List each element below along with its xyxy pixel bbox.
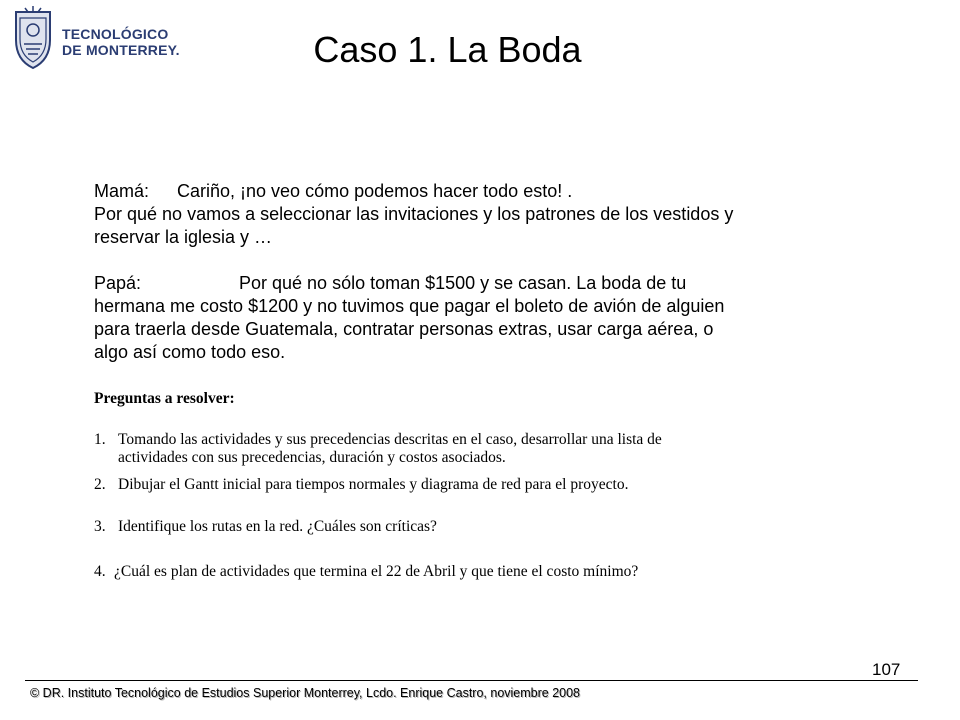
question-4-number: 4.: [94, 563, 106, 580]
case-dialog: [94, 180, 854, 364]
mama-line-1: [94, 180, 854, 203]
logo-line-2: DE MONTERREY.: [62, 42, 180, 58]
papa-line-4: algo así como todo eso.: [94, 342, 286, 362]
papa-label: Papá:: [94, 273, 142, 293]
question-1-number: 1.: [94, 431, 106, 448]
question-4-text: ¿Cuál es plan de actividades que termina el 22 de Abril y que tiene el costo mínimo?: [114, 563, 639, 580]
question-3-number: 3.: [94, 518, 106, 535]
footer-copyright: © DR. Instituto Tecnológico de Estudios Superior Monterrey, Lcdo. Enrique Castro, noviembre 2008: [30, 686, 581, 700]
question-4: [94, 563, 814, 581]
question-3-text: Identifique los rutas en la red. ¿Cuáles son críticas?: [118, 518, 437, 535]
questions-heading: Preguntas a resolver:: [94, 390, 235, 407]
papa-line-2: hermana me costo $1200 y no tuvimos que pagar el boleto de avión de alguien: [94, 296, 725, 316]
question-1-line-1: Tomando las actividades y sus precedencias descritas en el caso, desarrollar una lista de: [118, 431, 662, 448]
question-2: [94, 476, 814, 494]
mama-line-2: Por qué no vamos a seleccionar las invitaciones y los patrones de los vestidos y: [94, 204, 734, 224]
mama-line-3: reservar la iglesia y …: [94, 227, 273, 247]
question-1-line-2: actividades con sus precedencias, duración y costos asociados.: [118, 449, 506, 466]
papa-text-1: Por qué no sólo toman $1500 y se casan. La boda de tu: [239, 273, 687, 293]
footer-divider: [25, 680, 918, 681]
page-number: 107: [872, 660, 901, 679]
papa-line-3: para traerla desde Guatemala, contratar personas extras, usar carga aérea, o: [94, 319, 714, 339]
question-1: [94, 431, 814, 467]
slide-title: Caso 1. La Boda: [313, 29, 582, 70]
papa-line-1: [94, 272, 854, 295]
mama-text-1: Cariño, ¡no veo cómo podemos hacer todo esto! .: [177, 181, 573, 201]
question-3: [94, 518, 814, 536]
question-2-number: 2.: [94, 476, 106, 493]
logo-line-1: TECNOLÓGICO: [62, 26, 169, 42]
mama-label: Mamá:: [94, 181, 150, 201]
question-2-text: Dibujar el Gantt inicial para tiempos normales y diagrama de red para el proyecto.: [118, 476, 629, 493]
